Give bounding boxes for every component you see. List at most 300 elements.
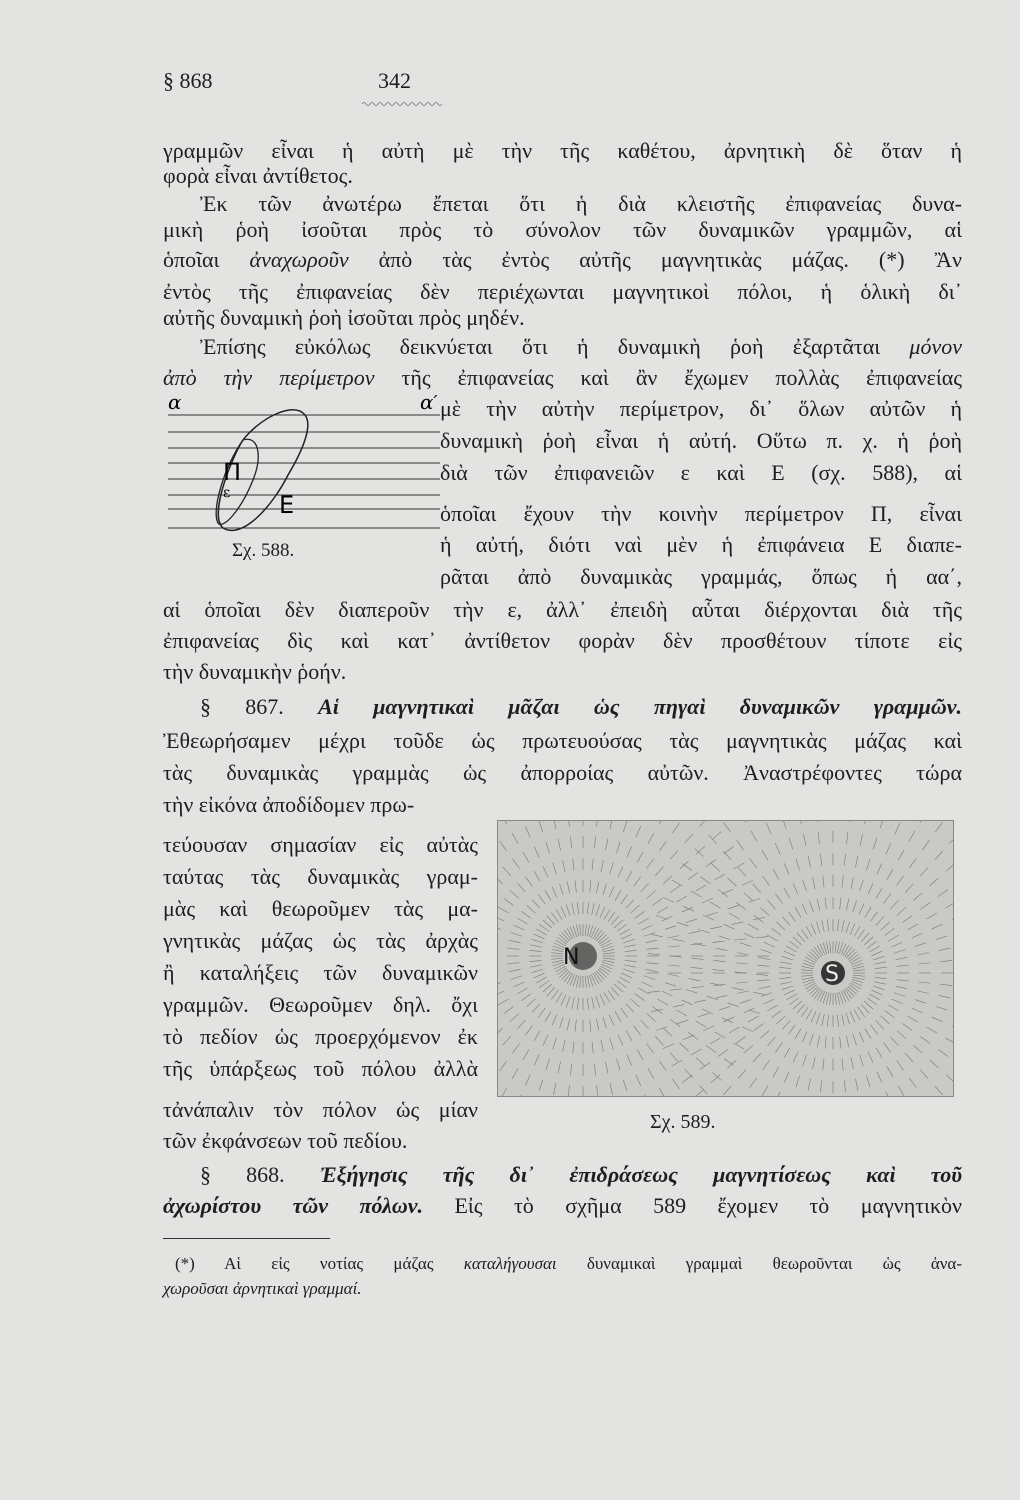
field-line-mark [920,1036,930,1043]
field-line-mark [529,960,541,961]
field-line-mark [653,898,663,905]
field-line-mark [887,1067,893,1077]
field-line-mark [855,1079,857,1091]
text-line: ἢ καταλήξεις τῶν δυναμικῶν [163,960,478,985]
field-line-mark [563,860,565,872]
field-line-mark [530,965,542,967]
field-line-mark [627,1055,632,1066]
field-line-mark [594,837,595,849]
field-line-mark [881,922,890,930]
field-line-mark [757,965,769,966]
field-line-mark [686,919,697,923]
field-line-mark [631,999,640,1007]
field-line-mark [822,920,824,932]
field-line-mark [662,916,673,921]
field-line-mark [641,1020,649,1029]
field-line-mark [851,1057,853,1069]
field-line-mark [789,998,799,1005]
field-line-mark [691,891,701,897]
field-line-mark [637,1050,643,1060]
field-line-mark [767,900,775,909]
field-line-mark [560,1017,564,1028]
field-line-mark [855,856,857,868]
field-line-mark [871,951,882,956]
field-line-mark [603,1017,607,1028]
field-line-mark [561,994,566,1005]
field-line-mark [677,1010,687,1016]
text: δυναμικαὶ γραμμαὶ θεωροῦνται ὡς ἀνα- [556,1254,962,1273]
field-line-mark [842,920,844,932]
field-line-mark [767,1005,777,1011]
field-line-mark [573,859,574,871]
field-line-mark [644,976,655,980]
field-line-mark [500,841,507,851]
text-line [163,365,962,391]
field-line-mark [868,883,873,894]
field-line-mark [761,993,772,997]
field-line-mark [645,1095,650,1097]
field-line-mark [696,885,706,891]
field-line-mark [514,925,525,930]
field-line-mark [709,835,717,844]
field-line-mark [543,866,548,877]
field-line-mark [556,909,562,919]
field-line-mark [710,902,720,908]
field-line-mark [814,989,821,999]
field-line-mark [553,1083,555,1095]
field-line-mark [724,823,731,833]
figure-588-diagram [163,395,443,545]
field-line-mark [920,902,930,909]
field-line-mark [850,924,855,935]
field-line-mark [659,1061,666,1071]
field-line-mark [727,1060,736,1068]
field-line-mark [858,929,865,939]
field-line-mark [797,933,805,942]
field-line-mark [764,942,775,947]
field-line-mark [775,843,780,854]
field-line-mark [793,883,798,894]
field-line-mark [700,877,710,884]
field-line-mark [616,842,620,853]
field-line-mark [835,993,836,1005]
field-line-mark [635,911,645,918]
field-line-mark [525,1075,530,1086]
field-line-mark [497,983,501,987]
field-line-mark [501,820,507,824]
field-line-mark [740,943,751,947]
field-line-mark [817,990,823,1000]
field-line-mark [647,948,659,949]
field-line-mark [875,967,887,968]
field-line-mark [905,1053,913,1062]
field-line-mark [593,928,599,938]
field-line-mark [585,976,586,988]
field-line-mark [772,928,782,935]
field-line-mark [801,970,813,971]
field-line-mark [659,841,666,851]
field-line-mark [690,967,702,968]
field-line-mark [859,904,864,915]
field-line-mark [761,950,772,954]
field-line-mark [766,823,771,834]
field-line-mark [847,832,848,844]
field-line-mark [627,846,632,857]
field-line-mark [715,874,725,880]
field-line-mark [665,983,676,987]
field-line-mark [534,1030,540,1040]
field-line-mark [691,1049,701,1055]
field-line-mark [517,1020,525,1029]
field-line-mark [692,958,704,959]
field-line-mark [593,973,599,983]
field-line-mark [712,941,724,942]
field-line-mark [837,1015,838,1027]
field-line-mark [736,1036,746,1043]
field-line-mark [683,1075,693,1082]
field-line-mark [517,918,527,924]
field-line-mark [848,952,857,960]
field-line-mark [869,946,879,952]
field-line-mark [719,936,730,940]
field-line-mark [712,1072,721,1080]
field-line-mark [603,949,615,951]
field-line-mark [748,1016,758,1022]
label-alpha-prime: α′ [420,395,439,414]
field-line-mark [608,990,615,1000]
field-line-mark [859,1031,864,1042]
field-line-mark [623,821,627,832]
field-line-mark [562,932,570,941]
field-line-mark [600,940,610,946]
field-line-mark [523,852,529,862]
field-line-mark [756,937,768,938]
field-line-mark [619,929,629,935]
field-line-mark [564,972,571,982]
field-line-mark [610,863,614,874]
field-line-mark [762,1086,768,1096]
field-line-mark [938,890,948,897]
field-line-mark [641,925,652,930]
field-line-mark [552,949,564,951]
field-line-mark [767,935,777,941]
field-line-mark [575,1020,576,1032]
field-line-mark [813,877,815,889]
field-line-mark [830,993,831,1005]
field-line-mark [603,953,615,954]
field-line-mark [876,1021,884,1030]
text: Εἰς τὸ σχῆμα 589 ἔχομεν τὸ μαγνητικὸν [423,1193,962,1218]
field-line-mark [507,948,519,949]
field-line-mark [919,982,931,983]
field-line-mark [497,876,503,884]
field-line-mark [820,1080,821,1092]
field-line-mark [543,984,552,992]
field-line-mark [657,999,667,1005]
field-line-mark [497,991,504,996]
field-line-mark [503,867,511,876]
field-line-mark [927,1027,937,1033]
field-line-mark [592,903,594,915]
field-line-mark [813,1057,815,1069]
field-line-mark [527,905,536,913]
field-line-mark [673,939,685,941]
field-line-mark [623,969,634,973]
field-line-mark [740,820,746,822]
field-line-mark [723,924,734,929]
field-line-mark [801,1007,808,1017]
text-line: τῆς ὑπάρξεως τοῦ πόλου ἀλλὰ [163,1056,478,1081]
text: ἀπὸ τὰς ἐντὸς αὐτῆς μαγνητικὰς μάζας. (*) Ἂν [348,247,962,272]
field-line-mark [646,940,658,942]
field-line-mark [534,973,545,978]
field-line-mark [891,942,902,947]
field-line-mark [750,1078,757,1088]
label-E: Ε [279,491,295,519]
field-line-mark [711,1075,720,1083]
field-line-mark [600,966,610,972]
italic-text: καταλήγουσαι [463,1254,557,1273]
field-line-mark [743,1008,754,1013]
field-line-mark [621,973,632,978]
field-line-mark [682,1000,693,1005]
field-line-mark [504,1007,514,1014]
field-line-mark [501,1088,507,1097]
field-line-mark [723,851,731,860]
field-line-mark [843,945,849,955]
label-pi: Π [223,458,242,486]
field-line-mark [647,963,659,964]
field-line-mark [647,890,656,898]
field-line-mark [648,1069,654,1079]
field-line-mark [712,832,721,840]
field-line-mark [685,834,693,843]
field-line-mark [802,1031,807,1042]
field-line-mark [866,859,870,870]
field-line-mark [806,1009,812,1019]
text-line: τὸ πεδίον ὡς προερχόμενον ἐκ [163,1024,478,1049]
field-line-mark [802,904,807,915]
field-line-mark [577,998,578,1010]
field-line-mark [558,839,560,851]
field-line-mark [885,928,895,935]
field-line-mark [788,912,795,922]
field-line-mark [532,900,540,909]
field-line-mark [842,1014,844,1026]
field-line-mark [866,1076,870,1087]
field-line-mark [777,1016,786,1024]
field-line-mark [840,897,841,909]
field-line-mark [605,839,607,851]
field-line-mark [736,982,748,983]
field-line-mark [759,957,771,959]
field-line-mark [575,880,576,892]
field-line-mark [873,956,884,960]
text-line: τὴν εἰκόνα ἀποδίδομεν πρω- [163,792,415,817]
field-line-mark [915,1000,926,1004]
field-line-mark [624,945,636,947]
field-line-mark [663,897,674,902]
field-line-mark [525,877,532,887]
field-line-mark [895,823,900,834]
field-line-mark [688,1032,698,1039]
field-line-mark [670,1053,678,1062]
field-line-mark [512,833,518,843]
field-line-mark [886,1092,891,1097]
section-title: Αἱ μαγνητικαὶ μᾶζαι ὡς πηγαὶ δυναμικῶν γραμμῶν. [318,694,962,719]
field-line-mark [538,895,545,905]
field-line-mark [536,929,546,935]
field-line-mark [875,977,887,978]
field-line-mark [737,1096,744,1097]
field-line-mark [782,986,793,990]
field-line-mark [669,965,681,966]
field-line-mark [780,982,792,984]
field-line-mark [935,851,943,860]
field-line-mark [759,986,771,988]
field-line-mark [897,965,909,966]
field-line-mark [793,1001,802,1009]
field-line-mark [511,933,522,937]
field-line-mark [729,1027,739,1033]
field-line-mark [601,1040,603,1052]
field-line-mark [917,953,929,955]
field-line-mark [525,826,530,837]
field-line-mark [784,951,795,956]
field-line-mark [711,863,720,871]
field-line-mark [808,1079,810,1091]
field-line-mark [516,1095,521,1097]
field-line-mark [561,907,566,918]
field-line-mark [732,922,744,924]
field-line-mark [512,1043,519,1053]
field-line-mark [700,1062,710,1069]
field-line-mark [853,970,865,971]
field-line-mark [786,994,796,1000]
field-line-mark [734,1043,744,1049]
field-line-mark [881,1016,890,1024]
field-line-mark [573,1042,574,1054]
field-line-mark [896,876,903,886]
text-line: ἐπιφανείας δὶς καὶ κατ᾽ ἀντίθετον φορὰν δὲν προσθέτουν τίποτε εἰς [163,628,962,653]
field-line-mark [621,895,628,905]
text-line: φορὰ εἶναι ἀντίθετος. [163,163,353,188]
italic-text: ἀναχωροῦν [249,247,349,272]
field-line-mark [952,915,954,920]
text-line: τεύουσαν σημασίαν εἰς αὐτὰς [163,832,478,857]
field-line-mark [598,935,607,943]
footnote-rule [163,1238,330,1239]
field-line-mark [825,1037,826,1049]
field-line-mark [888,1005,898,1011]
field-line-mark [551,953,563,954]
field-line-mark [817,899,819,911]
field-line-mark [809,952,818,960]
field-line-mark [803,1055,807,1066]
field-line-mark [689,931,701,933]
field-line-mark [558,1062,560,1074]
field-line-mark [655,1036,663,1045]
field-line-mark [553,863,557,874]
field-line-mark [913,893,922,901]
field-line-mark [827,1015,828,1027]
field-line-mark [946,863,954,871]
field-line-mark [710,926,722,928]
text-line: ἐντὸς τῆς ἐπιφανείας δὲν περιέχωνται μαγνητικοὶ πόλοι, ἡ ὁλικὴ δι᾽ [163,279,962,304]
text-line: αὐτῆς δυναμικὴ ῥοὴ ἰσοῦται πρὸς μηδέν. [163,305,525,330]
field-line-mark [930,878,939,886]
field-line-mark [912,1008,923,1013]
field-line-mark [567,973,573,983]
field-line-mark [738,867,746,876]
field-line-mark [876,888,882,898]
field-line-mark [510,890,519,898]
field-line-mark [638,918,648,924]
field-line-mark [864,1001,873,1009]
field-line-mark [718,890,728,897]
label-alpha: α [168,395,182,414]
field-line-mark [853,975,865,976]
text-line: τἀνάπαλιν τὸν πόλον ὡς μίαν [163,1097,478,1122]
field-line-mark [812,949,820,958]
field-line-mark [587,998,588,1010]
field-line-mark [695,849,704,857]
field-line-mark [626,871,632,881]
field-line-mark [825,897,826,909]
field-line-mark [648,954,660,955]
field-line-mark [939,995,951,997]
field-line-mark [849,985,859,992]
field-line-mark [853,1034,857,1045]
text-line: διὰ τῶν ἐπιφανειῶν ε καὶ Ε (σχ. 588), αἱ [440,460,962,485]
field-line-mark [529,950,541,951]
field-line-mark [801,975,813,976]
field-line-mark [742,880,753,885]
field-line-mark [913,1045,922,1053]
field-line-mark [635,994,645,1001]
field-line-mark [670,885,680,892]
field-line-mark [498,907,508,913]
field-line-mark [706,860,716,867]
field-line-mark [784,1072,789,1083]
field-line-mark [634,877,641,887]
field-line-mark [672,823,679,833]
field-line-mark [868,1052,873,1063]
field-line-mark [601,860,603,872]
field-line-mark [753,1053,761,1062]
field-line-mark [656,916,667,920]
field-line-mark [891,1037,899,1046]
field-line-mark [812,988,820,997]
field-line-mark [605,1062,607,1074]
field-line-mark [884,894,891,904]
field-line-mark [826,993,828,1005]
field-line-mark [803,834,805,846]
field-line-mark [696,1021,706,1027]
field-line-mark [699,820,707,827]
page-number: 342 [378,68,411,93]
field-line-mark [946,902,954,908]
field-line-mark [617,981,627,988]
field-line-mark [748,899,759,903]
field-line-mark [756,974,768,975]
field-line-mark [636,1075,641,1086]
field-line-mark [919,963,931,964]
field-line-mark [737,953,749,955]
field-line-mark [775,1043,782,1053]
field-line-mark [539,981,549,988]
field-line-mark [702,1009,713,1014]
